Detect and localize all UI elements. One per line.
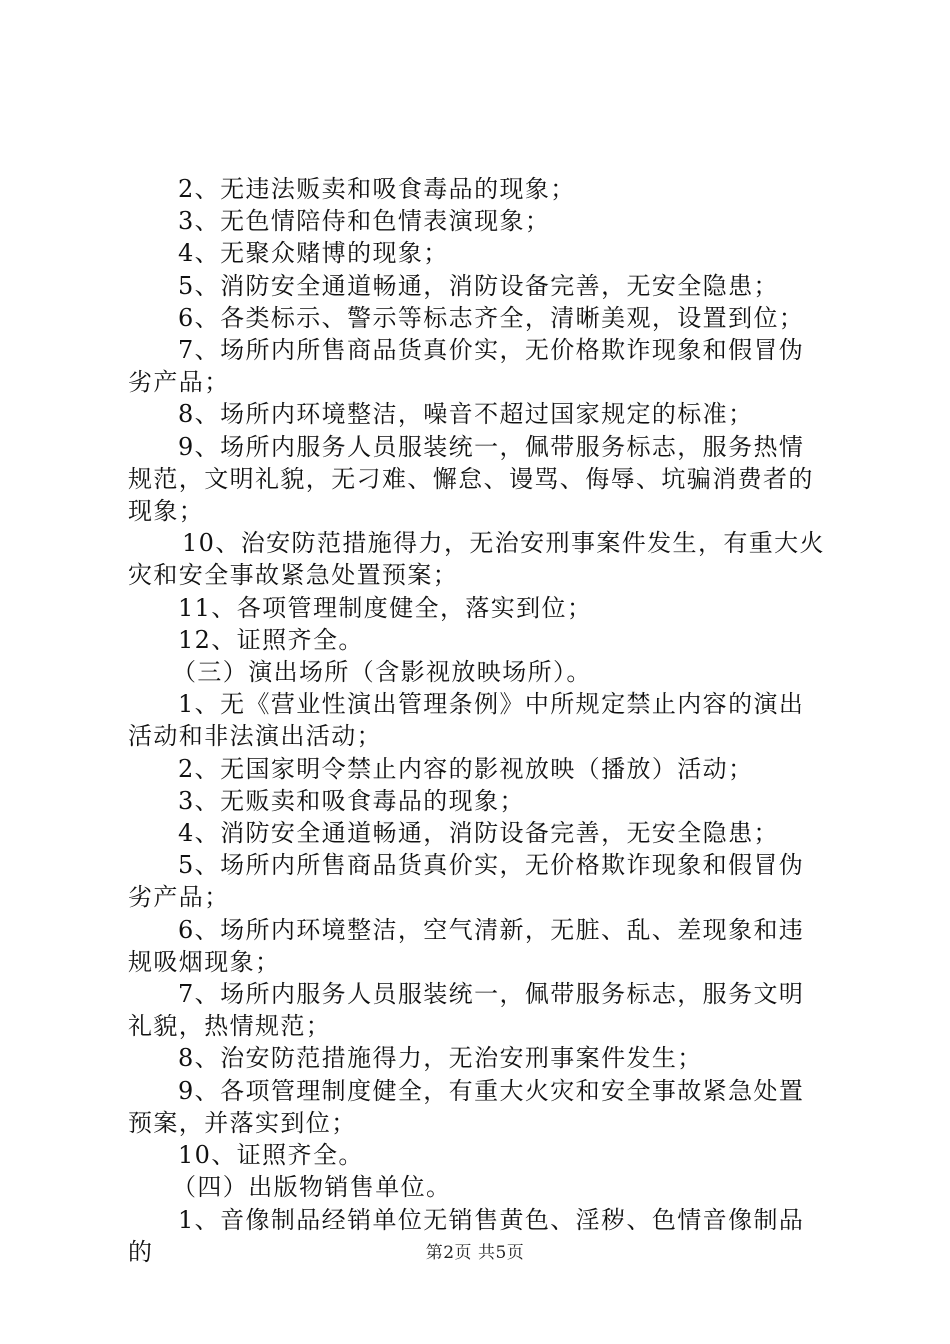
paragraph-20: 9、各项管理制度健全，有重大火灾和安全事故紧急处置预案，并落实到位；	[128, 1076, 805, 1137]
paragraph-17: 6、场所内环境整洁，空气清新，无脏、乱、差现象和违规吸烟现象；	[128, 915, 805, 976]
paragraph-18: 7、场所内服务人员服装统一，佩带服务标志，服务文明礼貌，热情规范；	[128, 980, 805, 1041]
paragraph-6: 7、场所内所售商品货真价实，无价格欺诈现象和假冒伪劣产品；	[128, 336, 805, 397]
paragraph-9: 10、治安防范措施得力，无治安刑事案件发生，有重大火灾和安全事故紧急处置预案；	[128, 529, 825, 590]
paragraph-2: 3、无色情陪侍和色情表演现象；	[178, 207, 551, 236]
section-heading-4: （四）出版物销售单位。	[172, 1173, 452, 1202]
paragraph-3: 4、无聚众赌博的现象；	[178, 239, 449, 268]
paragraph-1: 2、无违法贩卖和吸食毒品的现象；	[178, 175, 576, 203]
paragraph-14: 3、无贩卖和吸食毒品的现象；	[178, 786, 525, 815]
paragraph-7: 8、场所内环境整洁，噪音不超过国家规定的标准；	[178, 400, 754, 429]
section-heading-3: （三）演出场所（含影视放映场所）。	[172, 658, 592, 687]
page-footer: 第2页 共5页	[425, 1243, 525, 1263]
document-body	[128, 173, 828, 1268]
paragraph-15: 4、消防安全通道畅通，消防设备完善，无安全隐患；	[178, 819, 779, 848]
paragraph-8: 9、场所内服务人员服装统一，佩带服务标志，服务热情规范，文明礼貌，无刁难、懈怠、谩骂、侮辱、坑骗消费者的现象；	[128, 432, 814, 526]
paragraph-16: 5、场所内所售商品货真价实，无价格欺诈现象和假冒伪劣产品；	[128, 851, 805, 912]
paragraph-22: 1、音像制品经销单位无销售黄色、淫秽、色情音像制品的	[128, 1205, 805, 1266]
paragraph-19: 8、治安防范措施得力，无治安刑事案件发生；	[178, 1044, 703, 1073]
paragraph-13: 2、无国家明令禁止内容的影视放映（播放）活动；	[178, 754, 754, 783]
paragraph-5: 6、各类标示、警示等标志齐全，清晰美观，设置到位；	[178, 303, 805, 332]
paragraph-11: 12、证照齐全。	[178, 625, 364, 654]
paragraph-21: 10、证照齐全。	[178, 1141, 364, 1170]
paragraph-12: 1、无《营业性演出管理条例》中所规定禁止内容的演出活动和非法演出活动；	[128, 690, 805, 751]
paragraph-4: 5、消防安全通道畅通，消防设备完善，无安全隐患；	[178, 271, 779, 300]
paragraph-10: 11、各项管理制度健全，落实到位；	[178, 593, 593, 622]
